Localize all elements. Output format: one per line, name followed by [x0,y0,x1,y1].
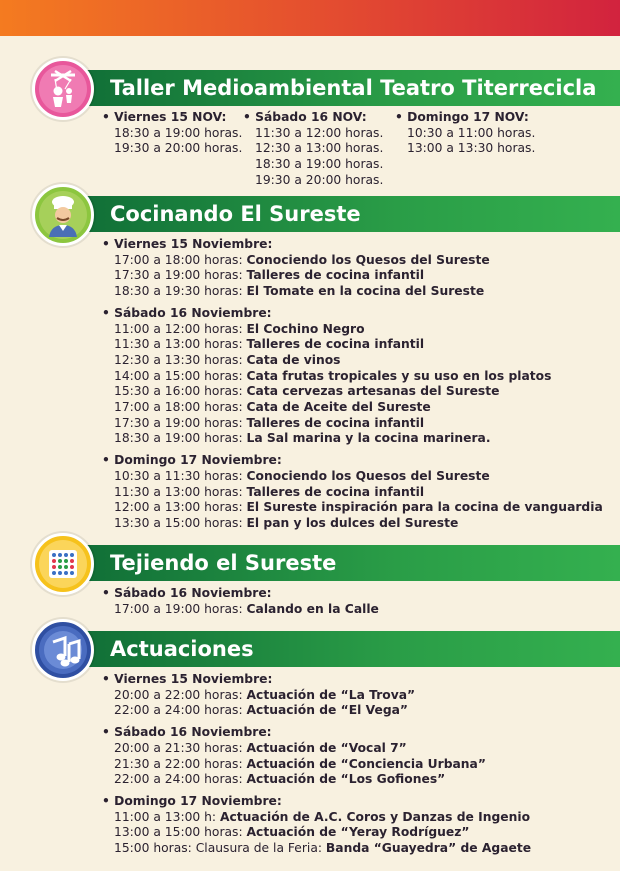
section-tejiendo [0,533,620,618]
section-title: Actuaciones [110,637,254,661]
list-item [102,500,603,516]
section-title: Tejiendo el Sureste [110,551,337,575]
chef-icon [32,184,94,246]
time: 17:00 a 18:00 horas: [114,252,247,267]
activity: El Tomate en la cocina del Sureste [246,284,485,299]
time: 17:30 a 19:00 horas: [114,268,247,283]
schedule-list [102,672,531,857]
list-item [102,400,603,416]
list-item [102,253,603,269]
activity: Actuación de “Conciencia Urbana” [246,756,486,771]
time: 21:30 a 22:00 horas: [114,756,247,771]
list-item [102,284,603,300]
time: 11:00 a 13:00 h: [114,809,220,824]
day-label: • Domingo 17 NOV: [395,110,535,126]
schedule-col-saturday [243,110,383,189]
day-label: • Domingo 17 Noviembre: [102,794,531,810]
time: 11:30 a 13:00 horas: [114,337,247,352]
list-item [102,841,531,857]
time: 20:00 a 21:30 horas: [114,740,247,755]
list-item [102,485,603,501]
time: 20:00 a 22:00 horas: [114,687,247,702]
day-label: • Viernes 15 NOV: [102,110,242,126]
time-slot: 18:30 a 19:00 horas. [114,125,243,140]
time: 10:30 a 11:30 horas: [114,468,247,483]
time: 15:30 a 16:00 horas: [114,384,247,399]
list-item [102,703,531,719]
lace-weaving-icon [32,533,94,595]
music-notes-icon [32,619,94,681]
time-slot: 10:30 a 11:00 horas. [407,125,536,140]
section-title: Taller Medioambiental Teatro Titerrecicla [110,76,597,100]
schedule-col-sunday [395,110,535,157]
section-banner [60,631,620,667]
activity: Talleres de cocina infantil [246,268,425,283]
time: 12:00 a 13:00 horas: [114,500,247,515]
day-label: • Sábado 16 Noviembre: [102,725,531,741]
activity: Calando en la Calle [246,601,379,616]
section-cocinando [0,184,620,534]
time: 13:00 a 15:00 horas: [114,825,247,840]
schedule-list [102,237,603,532]
activity: Cata frutas tropicales y su uso en los platos [246,368,552,383]
time: 18:30 a 19:30 horas: [114,284,247,299]
activity: Actuación de “Vocal 7” [246,740,407,755]
list-item [102,602,379,618]
list-item [102,772,531,788]
section-banner [60,196,620,232]
day-label: • Sábado 16 NOV: [243,110,383,126]
time: 11:30 a 13:00 horas: [114,484,247,499]
activity: Talleres de cocina infantil [246,415,425,430]
list-item [102,369,603,385]
schedule-col-friday [102,110,242,157]
activity: El Sureste inspiración para la cocina de vanguardia [246,500,603,515]
time-slot: 19:30 a 20:00 horas. [114,141,243,156]
activity: Conociendo los Quesos del Sureste [246,252,490,267]
activity: Actuación de “Yeray Rodríguez” [246,825,470,840]
time: 18:30 a 19:00 horas: [114,431,247,446]
time-slot: 11:30 a 12:00 horas. [255,125,384,140]
activity: Actuación de “La Trova” [246,687,416,702]
time-slot: 12:30 a 13:00 horas. [255,141,384,156]
list-item [102,757,531,773]
section-actuaciones [0,619,620,871]
time: 22:00 a 24:00 horas: [114,703,247,718]
list-item [102,825,531,841]
activity: Actuación de “Los Gofiones” [246,772,446,787]
activity: Actuación de “El Vega” [246,703,409,718]
time-slot: 19:30 a 20:00 horas. [255,172,384,187]
list-item [102,810,531,826]
activity: Talleres de cocina infantil [246,337,425,352]
day-label: • Sábado 16 Noviembre: [102,306,603,322]
list-item [102,322,603,338]
time: 14:00 a 15:00 horas: [114,368,247,383]
activity: Cata de Aceite del Sureste [246,400,431,415]
time-slot: 13:00 a 13:30 horas. [407,141,536,156]
time: 17:00 a 19:00 horas: [114,601,247,616]
list-item [102,268,603,284]
time: 11:00 a 12:00 horas: [114,321,247,336]
list-item [102,384,603,400]
time: 15:00 horas: Clausura de la Feria: [114,841,326,856]
day-label: • Viernes 15 Noviembre: [102,237,603,253]
section-banner [60,545,620,581]
list-item [102,353,603,369]
time: 12:30 a 13:30 horas: [114,352,247,367]
top-color-bar [0,0,620,36]
time: 17:30 a 19:00 horas: [114,415,247,430]
activity: La Sal marina y la cocina marinera. [246,431,491,446]
activity: Cata cervezas artesanas del Sureste [246,384,500,399]
activity: Cata de vinos [246,352,341,367]
time: 22:00 a 24:00 horas: [114,772,247,787]
list-item [102,688,531,704]
day-label: • Sábado 16 Noviembre: [102,586,379,602]
section-banner [60,70,620,106]
activity: El Cochino Negro [246,321,365,336]
time: 13:30 a 15:00 horas: [114,515,247,530]
list-item [102,741,531,757]
activity: El pan y los dulces del Sureste [246,515,459,530]
activity: Talleres de cocina infantil [246,484,425,499]
list-item [102,469,603,485]
list-item [102,431,603,447]
schedule-list [102,586,379,617]
section-taller [0,58,620,193]
activity: Actuación de A.C. Coros y Danzas de Ingenio [219,809,531,824]
day-label: • Domingo 17 Noviembre: [102,453,603,469]
activity: Banda “Guayedra” de Agaete [325,841,532,856]
time: 17:00 a 18:00 horas: [114,400,247,415]
list-item [102,337,603,353]
list-item [102,416,603,432]
list-item [102,516,603,532]
activity: Conociendo los Quesos del Sureste [246,468,490,483]
puppet-recycle-icon [32,58,94,120]
day-label: • Viernes 15 Noviembre: [102,672,531,688]
section-title: Cocinando El Sureste [110,202,361,226]
time-slot: 18:30 a 19:00 horas. [255,157,384,172]
